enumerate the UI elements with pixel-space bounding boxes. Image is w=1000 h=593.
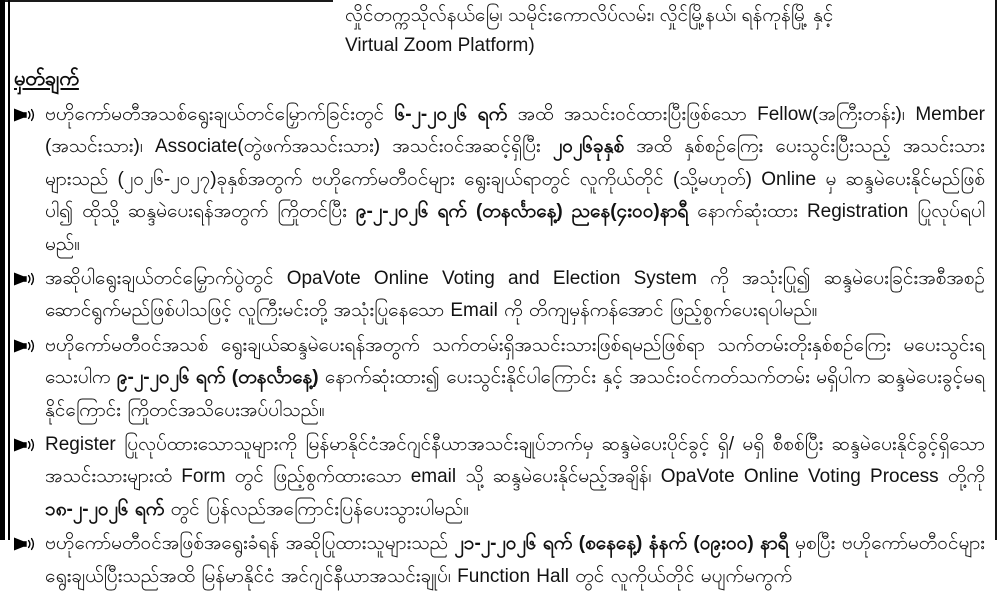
- intro-line-1: လှိုင်တက္ကသိုလ်နယ်မြေ၊ သမိုင်းကောလိပ်လမ်း၊ လှိုင်မြို့နယ်၊ ရန်ကုန်မြို့ နှင့်: [345, 5, 834, 26]
- list-item: [14, 263, 985, 328]
- megaphone-icon: [14, 429, 45, 453]
- note-text: အဆိုပါရွေးချယ်တင်မြှောက်ပွဲတွင် OpaVote Online Voting and Election System ကို အသုံးပြု၍ ဆန္ဒမဲပေးခြင်းအစီအစဉ် ဆောင်ရွက်မည်ဖြစ်ပါသဖြင့် လူကြီးမင်းတို့ အသုံးပြုနေသော Email ကို တိကျမှန်ကန်အောင် ဖြည့်စွက်ပေးရပါမည်။: [45, 268, 985, 322]
- note-text: ဗဟိုကော်မတီအသစ်ရွေးချယ်တင်မြှောက်ခြင်းတွင် ၆-၂-၂၀၂၆ ရက် အထိ အသင်းဝင်ထားပြီးဖြစ်သော Fellow(အကြီးတန်း)၊ Member (အသင်းသား)၊ Associate(တွဲဖက်အသင်းသား) အသင်းဝင်အဆင့်ရှိပြီး ၂၀၂၆ခုနှစ် အထိ နှစ်စဉ်ကြေး ပေးသွင်းပြီးသည့် အသင်းသားများသည် (၂၀၂၆-၂၀၂၇)ခုနှစ်အတွက် ဗဟိုကော်မတီဝင်များ ရွေးချယ်ရာတွင် လူကိုယ်တိုင် (သို့မဟုတ်) Online မှ ဆန္ဒမဲပေးနိုင်မည်ဖြစ်ပါ၍ ထိုသို့ ဆန္ဒမဲပေးရန်အတွက် ကြိုတင်ပြီး ၉-၂-၂၀၂၆ ရက် (တနင်္လာနေ့) ညနေ(၄း၀၀)နာရီ နောက်ဆုံးထား Registration ပြုလုပ်ရပါမည်။: [45, 104, 986, 255]
- note-text: ဗဟိုကော်မတီဝင်အသစ် ရွေးချယ်ဆန္ဒမဲပေးရန်အတွက် သက်တမ်းရှိအသင်းသားဖြစ်ရမည်ဖြစ်ရာ သက်တမ်းတိုးနှစ်စဉ်ကြေး မပေးသွင်းရသေးပါက ၉-၂-၂၀၂၆ ရက် (တနင်္လာနေ့) နောက်ဆုံးထား၍ ပေးသွင်းနိုင်ပါကြောင်း နှင့် အသင်းဝင်ကတ်သက်တမ်း မရှိပါက ဆန္ဒမဲပေးခွင့်မရနိုင်ကြောင်း ကြိုတင်အသိပေးအပ်ပါသည်။: [45, 334, 985, 421]
- megaphone-icon: [14, 528, 45, 552]
- megaphone-icon: [14, 263, 45, 287]
- megaphone-icon: [14, 330, 45, 354]
- page-heading: မှတ်ချက်: [14, 68, 79, 90]
- intro-continuation: [345, 1, 985, 61]
- intro-line-2: Virtual Zoom Platform): [345, 35, 535, 56]
- megaphone-icon: [14, 99, 45, 123]
- list-item: [14, 330, 985, 427]
- note-text: Register ပြုလုပ်ထားသောသူများကို မြန်မာနိုင်ငံအင်ဂျင်နီယာအသင်းချုပ်ဘက်မှ ဆန္ဒမဲပေးပိုင်ခွင့် ရှိ/ မရှိ စီစစ်ပြီး ဆန္ဒမဲပေးနိုင်ခွင့်ရှိသောအသင်းသားများထံ Form တွင် ဖြည့်စွက်ထားသော email သို့ ဆန္ဒမဲပေးနိုင်မည့်အချိန်၊ OpaVote Online Voting Process တို့ကို ၁၈-၂-၂၀၂၆ ရက် တွင် ပြန်လည်အကြောင်းပြန်ပေးသွားပါမည်။: [45, 434, 985, 520]
- list-item: [14, 429, 985, 526]
- document-content: [14, 0, 986, 587]
- notes-list: [14, 99, 985, 593]
- list-item: [14, 528, 985, 593]
- table-border-right: [995, 0, 997, 540]
- note-text: ဗဟိုကော်မတီဝင်အဖြစ်အရွေးခံရန် အဆိုပြုထားသူများသည် ၂၁-၂-၂၀၂၆ ရက် (စနေနေ့) နံနက် (၀၉း၀၀) နာရီ မှစပြီး ဗဟိုကော်မတီဝင်များ ရွေးချယ်ပြီးသည်အထိ မြန်မာနိုင်ငံ အင်ဂျင်နီယာအသင်းချုပ်၊ Function Hall တွင် လူကိုယ်တိုင် မပျက်မကွက်: [45, 533, 985, 587]
- list-item: [14, 99, 985, 261]
- table-border-left-thin: [8, 0, 10, 540]
- table-border-left-thick: [0, 0, 5, 540]
